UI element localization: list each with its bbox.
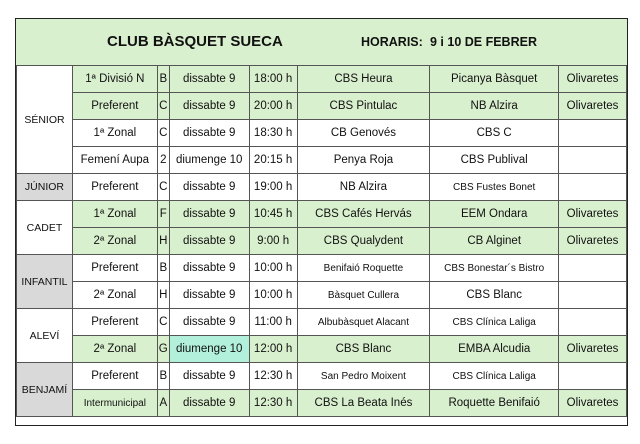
time-cell: 9:00 h xyxy=(249,228,297,255)
day-cell: dissabte 9 xyxy=(169,309,249,336)
time-cell: 10:45 h xyxy=(249,201,297,228)
day-cell: dissabte 9 xyxy=(169,66,249,93)
time-cell: 10:00 h xyxy=(249,255,297,282)
home-team-cell: CBS Cafés Hervás xyxy=(297,201,430,228)
home-team-cell: CB Genovés xyxy=(297,120,430,147)
division-cell: 2ª Zonal xyxy=(72,336,157,363)
away-team-cell: CB Alginet xyxy=(430,228,559,255)
table-row xyxy=(17,309,627,336)
table-row xyxy=(17,201,627,228)
venue-cell: Olivaretes xyxy=(559,66,627,93)
away-team-cell: EMBA Alcudia xyxy=(430,336,559,363)
home-team-cell: CBS La Beata Inés xyxy=(297,390,430,417)
time-cell: 19:00 h xyxy=(249,174,297,201)
schedule-body xyxy=(17,66,627,417)
time-cell: 12:00 h xyxy=(249,336,297,363)
category-cell: INFANTIL xyxy=(17,255,73,309)
home-team-cell: San Pedro Moixent xyxy=(297,363,430,390)
venue-cell: Olivaretes xyxy=(559,390,627,417)
table-row xyxy=(17,363,627,390)
group-cell: H xyxy=(157,282,169,309)
away-team-cell: CBS Publival xyxy=(430,147,559,174)
division-cell: Preferent xyxy=(72,363,157,390)
day-cell: dissabte 9 xyxy=(169,120,249,147)
home-team-cell: NB Alzira xyxy=(297,174,430,201)
group-cell: A xyxy=(157,390,169,417)
category-cell: CADET xyxy=(17,201,73,255)
away-team-cell: CBS Clínica Laliga xyxy=(430,309,559,336)
group-cell: F xyxy=(157,201,169,228)
division-cell: 2ª Zonal xyxy=(72,228,157,255)
division-cell: 1ª Zonal xyxy=(72,201,157,228)
venue-cell xyxy=(559,147,627,174)
time-cell: 12:30 h xyxy=(249,390,297,417)
home-team-cell: CBS Pintulac xyxy=(297,93,430,120)
day-cell: diumenge 10 xyxy=(169,147,249,174)
home-team-cell: CBS Blanc xyxy=(297,336,430,363)
table-row xyxy=(17,390,627,417)
away-team-cell: CBS Blanc xyxy=(430,282,559,309)
day-cell: dissabte 9 xyxy=(169,282,249,309)
day-cell: dissabte 9 xyxy=(169,174,249,201)
home-team-cell: Benifaió Roquette xyxy=(297,255,430,282)
table-row xyxy=(17,228,627,255)
day-cell: dissabte 9 xyxy=(169,363,249,390)
home-team-cell: CBS Qualydent xyxy=(297,228,430,255)
schedule-dates: 9 i 10 DE FEBRER xyxy=(430,35,537,49)
division-cell: Femení Aupa xyxy=(72,147,157,174)
group-cell: G xyxy=(157,336,169,363)
day-cell: dissabte 9 xyxy=(169,201,249,228)
venue-cell: Olivaretes xyxy=(559,228,627,255)
schedule-header xyxy=(16,19,627,66)
division-cell: 2ª Zonal xyxy=(72,282,157,309)
division-cell: Preferent xyxy=(72,309,157,336)
group-cell: H xyxy=(157,228,169,255)
time-cell: 10:00 h xyxy=(249,282,297,309)
away-team-cell: CBS Bonestar´s Bistro xyxy=(430,255,559,282)
division-cell: Preferent xyxy=(72,174,157,201)
away-team-cell: CBS Fustes Bonet xyxy=(430,174,559,201)
table-row xyxy=(17,147,627,174)
venue-cell xyxy=(559,282,627,309)
day-cell: diumenge 10 xyxy=(169,336,249,363)
table-row xyxy=(17,66,627,93)
table-row xyxy=(17,120,627,147)
group-cell: C xyxy=(157,93,169,120)
home-team-cell: Albubàsquet Alacant xyxy=(297,309,430,336)
table-row xyxy=(17,255,627,282)
table-row xyxy=(17,174,627,201)
away-team-cell: Roquette Benifaió xyxy=(430,390,559,417)
home-team-cell: CBS Heura xyxy=(297,66,430,93)
away-team-cell: CBS C xyxy=(430,120,559,147)
group-cell: 2 xyxy=(157,147,169,174)
home-team-cell: Penya Roja xyxy=(297,147,430,174)
venue-cell xyxy=(559,309,627,336)
venue-cell xyxy=(559,120,627,147)
group-cell: B xyxy=(157,363,169,390)
venue-cell: Olivaretes xyxy=(559,93,627,120)
day-cell: dissabte 9 xyxy=(169,93,249,120)
table-row xyxy=(17,282,627,309)
day-cell: dissabte 9 xyxy=(169,255,249,282)
away-team-cell: CBS Clínica Laliga xyxy=(430,363,559,390)
time-cell: 20:00 h xyxy=(249,93,297,120)
category-cell: SÉNIOR xyxy=(17,66,73,174)
group-cell: C xyxy=(157,174,169,201)
category-cell: BENJAMÍ xyxy=(17,363,73,417)
time-cell: 11:00 h xyxy=(249,309,297,336)
day-cell: dissabte 9 xyxy=(169,390,249,417)
table-row xyxy=(17,93,627,120)
group-cell: B xyxy=(157,255,169,282)
group-cell: C xyxy=(157,120,169,147)
division-cell: Preferent xyxy=(72,93,157,120)
time-cell: 18:30 h xyxy=(249,120,297,147)
division-cell: 1ª Divisió N xyxy=(72,66,157,93)
category-cell: JÚNIOR xyxy=(17,174,73,201)
venue-cell: Olivaretes xyxy=(559,336,627,363)
home-team-cell: Bàsquet Cullera xyxy=(297,282,430,309)
away-team-cell: Picanya Bàsquet xyxy=(430,66,559,93)
venue-cell: Olivaretes xyxy=(559,201,627,228)
schedule-table xyxy=(16,65,627,417)
group-cell: C xyxy=(157,309,169,336)
horaris-label: HORARIS: xyxy=(361,35,423,49)
club-title: CLUB BÀSQUET SUECA xyxy=(107,33,283,50)
time-cell: 18:00 h xyxy=(249,66,297,93)
schedule-sheet xyxy=(15,18,628,426)
venue-cell xyxy=(559,255,627,282)
time-cell: 20:15 h xyxy=(249,147,297,174)
away-team-cell: EEM Ondara xyxy=(430,201,559,228)
time-cell: 12:30 h xyxy=(249,363,297,390)
division-cell: Preferent xyxy=(72,255,157,282)
group-cell: B xyxy=(157,66,169,93)
venue-cell xyxy=(559,174,627,201)
venue-cell xyxy=(559,363,627,390)
away-team-cell: NB Alzira xyxy=(430,93,559,120)
division-cell: Intermunicipal xyxy=(72,390,157,417)
division-cell: 1ª Zonal xyxy=(72,120,157,147)
table-row xyxy=(17,336,627,363)
category-cell: ALEVÍ xyxy=(17,309,73,363)
day-cell: dissabte 9 xyxy=(169,228,249,255)
